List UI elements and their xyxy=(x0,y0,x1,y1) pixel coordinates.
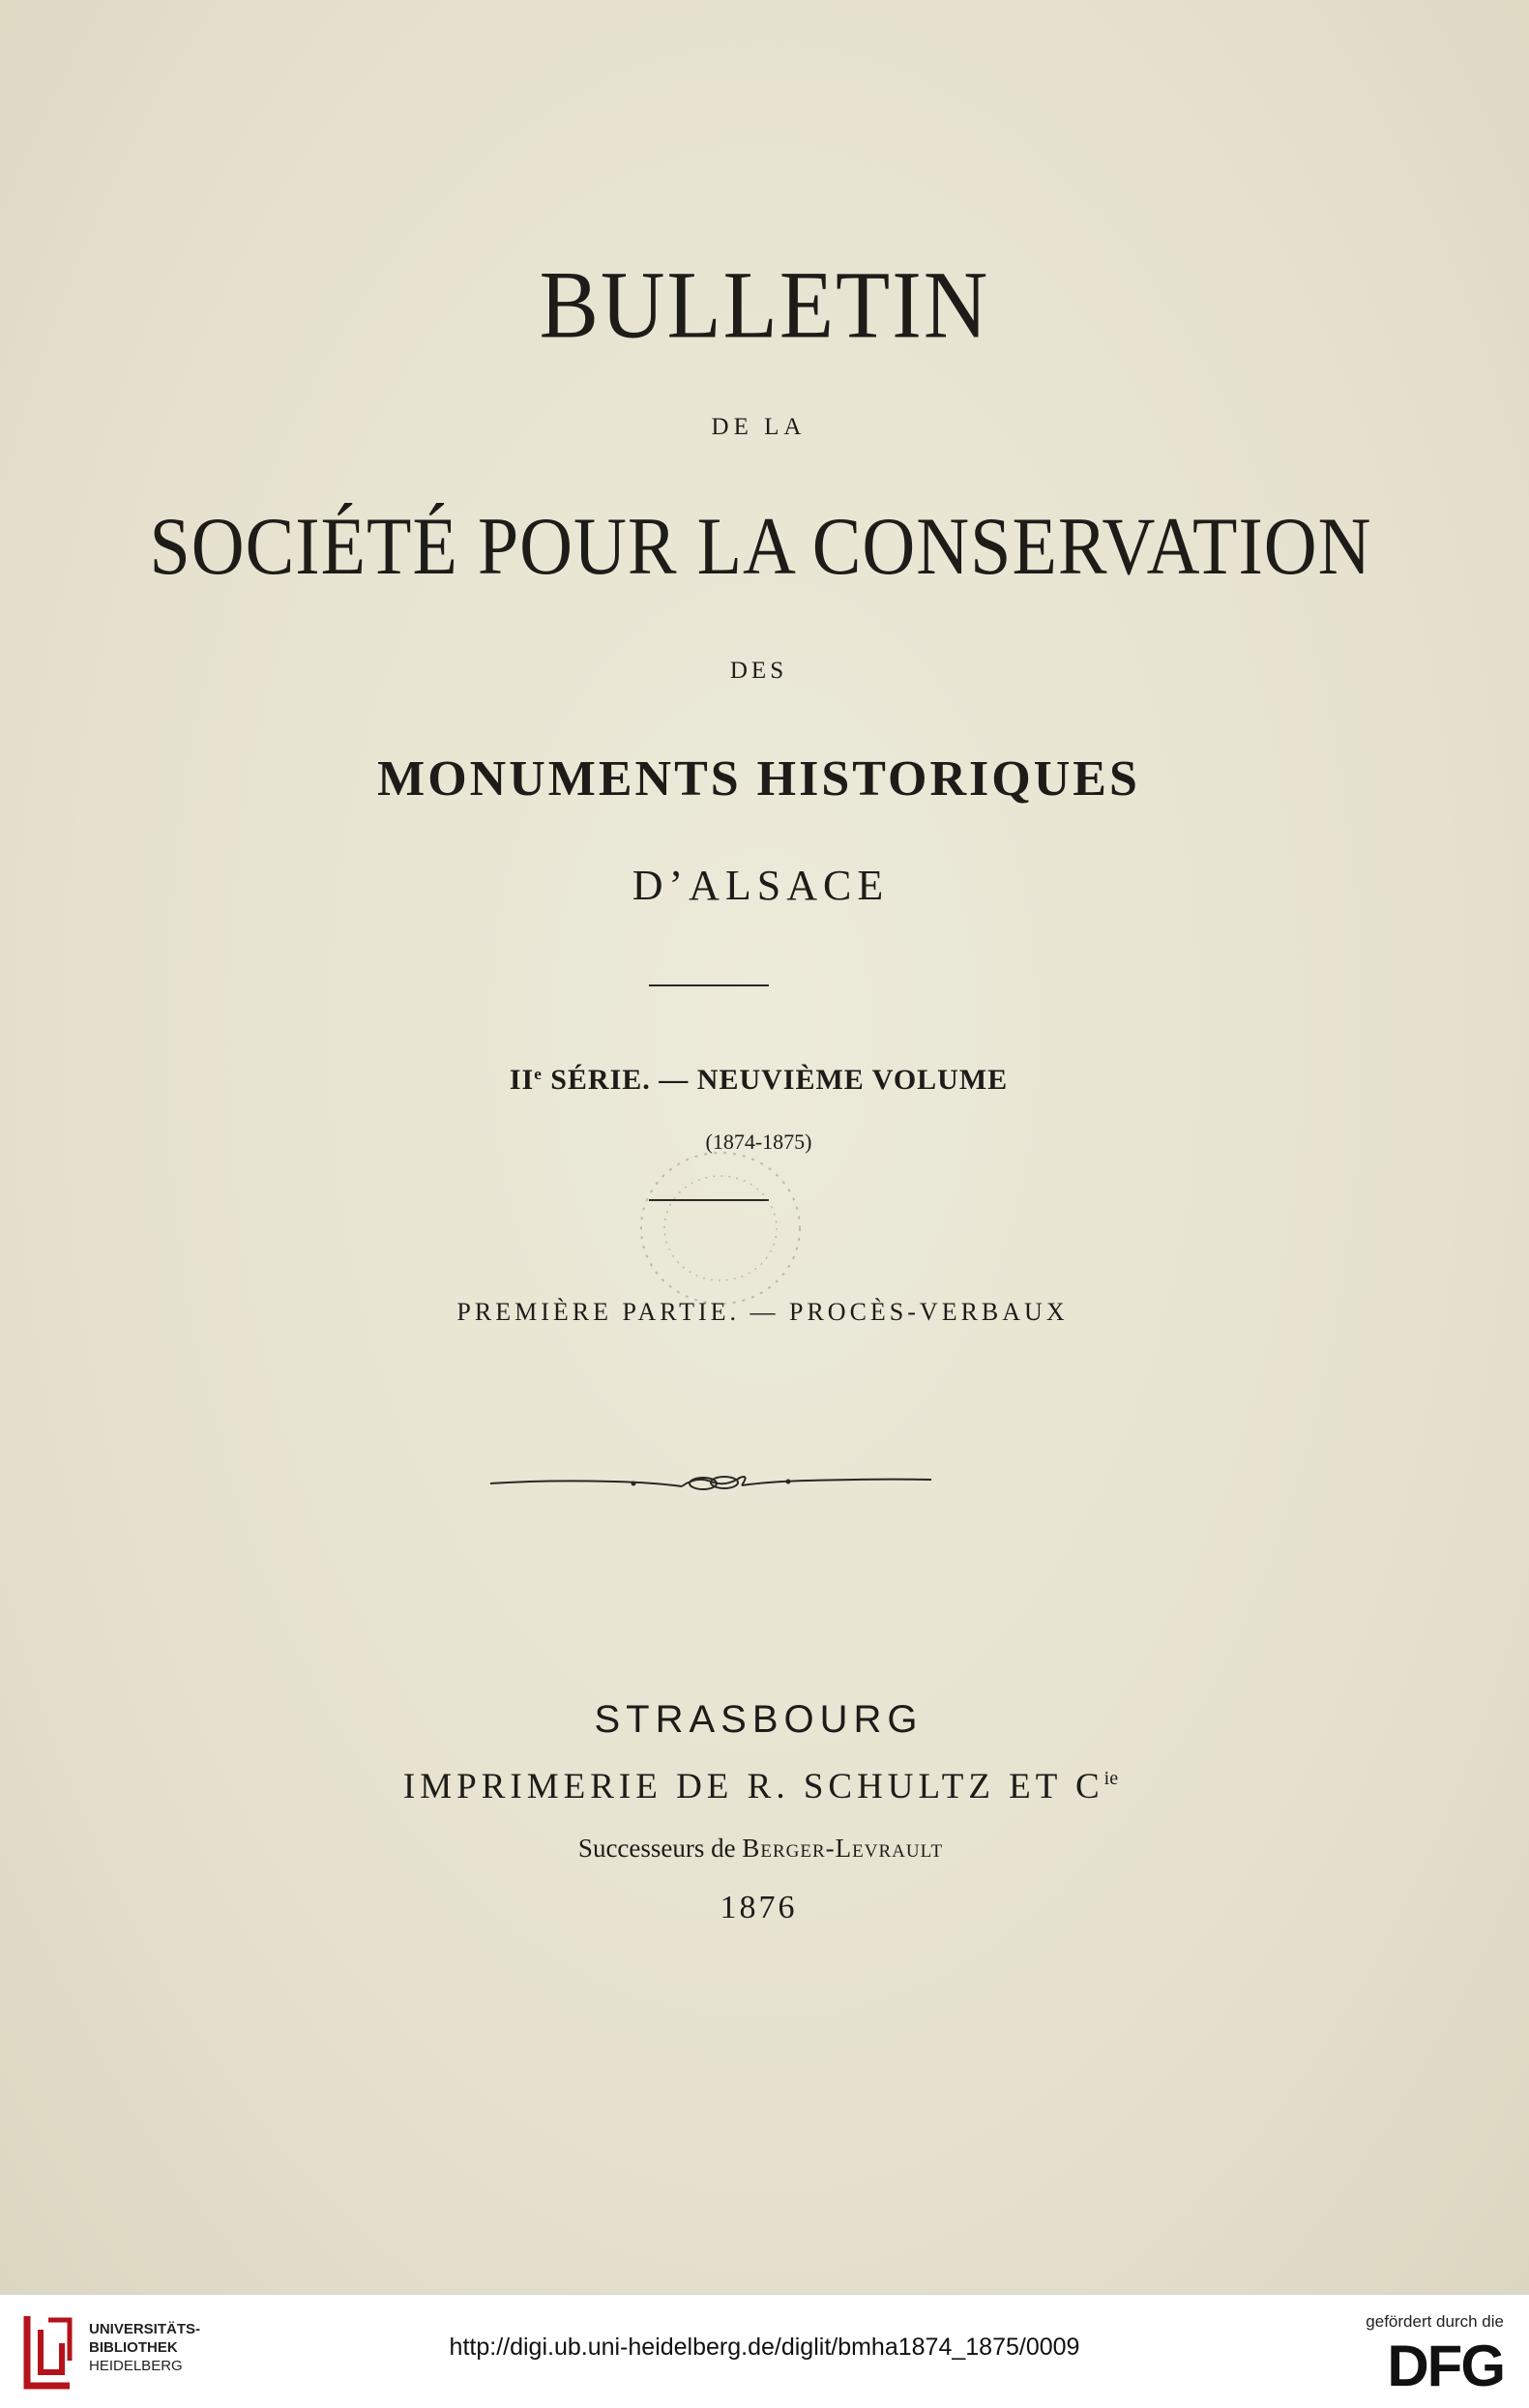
dfg-logo[interactable]: DFG xyxy=(1387,2334,1504,2398)
title-alsace: D’ALSACE xyxy=(632,862,890,909)
library-line-1: UNIVERSITÄTS- xyxy=(89,2321,201,2337)
funding-caption: gefördert durch die xyxy=(1366,2312,1504,2331)
imprint-city: STRASBOURG xyxy=(594,1698,924,1741)
title-bulletin: BULLETIN xyxy=(539,250,990,359)
printer-superscript: ie xyxy=(1103,1768,1119,1789)
library-stamp-icon xyxy=(609,1131,832,1325)
printer-name: IMPRIMERIE DE R. SCHULTZ ET C xyxy=(402,1767,1104,1806)
library-line-3: HEIDELBERG xyxy=(89,2358,183,2374)
successors-name: Berger-Levrault xyxy=(742,1834,944,1863)
series-roman: II xyxy=(509,1064,535,1096)
title-de-la: DE LA xyxy=(711,414,807,440)
permalink-url[interactable]: http://digi.ub.uni-heidelberg.de/diglit/bmha1874_1875/0009 xyxy=(449,2334,1080,2361)
title-societe: SOCIÉTÉ POUR LA CONSERVATION xyxy=(149,500,1372,592)
imprint-successors xyxy=(0,1834,1525,1864)
title-monuments: MONUMENTS HISTORIQUES xyxy=(377,751,1140,807)
successors-prefix: Successeurs de xyxy=(577,1834,743,1863)
part-title: PREMIÈRE PARTIE. — PROCÈS-VERBAUX xyxy=(456,1298,1069,1326)
volume-years: (1874-1875) xyxy=(705,1130,812,1154)
imprint-year: 1876 xyxy=(720,1890,798,1925)
series-volume xyxy=(0,1064,1523,1097)
series-superscript: e xyxy=(534,1065,543,1083)
imprint-printer xyxy=(0,1766,1525,1807)
title-des: DES xyxy=(729,658,788,684)
viewer-footer xyxy=(0,2294,1529,2408)
divider-rule xyxy=(649,984,769,986)
ornament-divider-icon xyxy=(488,1462,933,1501)
series-text: SÉRIE. — NEUVIÈME VOLUME xyxy=(542,1064,1009,1096)
library-line-2: BIBLIOTHEK xyxy=(89,2339,178,2356)
